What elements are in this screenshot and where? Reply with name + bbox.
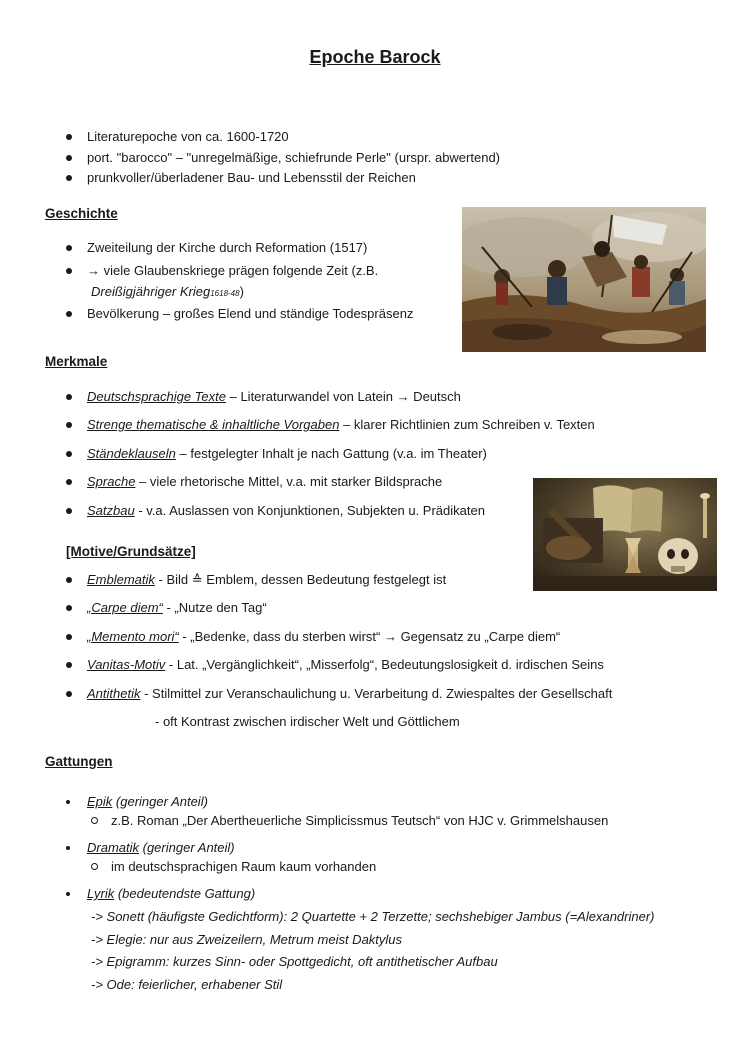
gattung-dramatik: Dramatik (geringer Anteil): [66, 840, 235, 855]
merkmale-item-5: Satzbau - v.a. Auslassen von Konjunktionen, Subjekten u. Prädikaten: [66, 503, 485, 518]
lyrik-elegie: -> Elegie: nur aus Zweizeilern, Metrum meist Daktylus: [91, 932, 403, 947]
bullet-icon: [66, 394, 72, 400]
bullet-icon: [66, 311, 72, 317]
geschichte-item-1: Zweiteilung der Kirche durch Reformation (1517): [66, 240, 367, 255]
lyrik-epigramm: -> Epigramm: kurzes Sinn- oder Spottgedicht, oft antithetischer Aufbau: [91, 954, 498, 969]
bullet-icon: [66, 508, 72, 514]
bullet-icon: [66, 268, 72, 274]
circle-bullet-icon: [91, 817, 98, 824]
section-heading-motive: [Motive/Grundsätze]: [66, 544, 196, 559]
motive-item-1: Emblematik - Bild ≙ Emblem, dessen Bedeutung festgelegt ist: [66, 572, 446, 588]
gattung-dramatik-sub: im deutschsprachigen Raum kaum vorhanden: [91, 859, 376, 874]
motive-item-2: „Carpe diem“ - „Nutze den Tag“: [66, 600, 267, 615]
section-heading-gattungen: Gattungen: [45, 754, 113, 769]
motive-item-4: Vanitas-Motiv - Lat. „Vergänglichkeit“, „Misserfolg“, Bedeutungslosigkeit d. irdischen Seins: [66, 657, 604, 672]
bullet-icon: [66, 605, 72, 611]
arrow-right-icon: →: [87, 263, 100, 278]
motive-item-3: „Memento mori“ - „Bedenke, dass du sterben wirst“ → Gegensatz zu „Carpe diem“: [66, 629, 560, 644]
bullet-icon: [66, 634, 72, 640]
merkmale-item-4: Sprache – viele rhetorische Mittel, v.a. mit starker Bildsprache: [66, 474, 442, 489]
motive-item-5: Antithetik - Stilmittel zur Veranschaulichung u. Verarbeitung d. Zwiespaltes der Gesellschaft: [66, 686, 612, 701]
gattung-epik-sub: z.B. Roman „Der Abertheuerliche Simplicissmus Teutsch“ von HJC v. Grimmelshausen: [91, 813, 608, 828]
intro-item-3: prunkvoller/überladener Bau- und Lebensstil der Reichen: [66, 170, 416, 185]
section-heading-merkmale: Merkmale: [45, 354, 108, 369]
bullet-icon: [66, 846, 70, 850]
merkmale-item-2: Strenge thematische & inhaltliche Vorgaben – klarer Richtlinien zum Schreiben v. Texten: [66, 417, 595, 432]
circle-bullet-icon: [91, 863, 98, 870]
section-heading-geschichte: Geschichte: [45, 206, 118, 221]
bullet-icon: [66, 479, 72, 485]
geschichte-item-2-continuation: Dreißigjähriger Krieg1618-48): [91, 284, 244, 299]
motive-item-5-continuation: - oft Kontrast zwischen irdischer Welt und Göttlichem: [155, 714, 460, 729]
lyrik-ode: -> Ode: feierlicher, erhabener Stil: [91, 977, 283, 992]
bullet-icon: [66, 245, 72, 251]
bullet-icon: [66, 691, 72, 697]
arrow-right-icon: →: [383, 629, 397, 644]
geschichte-item-3: Bevölkerung – großes Elend und ständige Todespräsenz: [66, 306, 413, 321]
merkmale-item-1: Deutschsprachige Texte – Literaturwandel von Latein → Deutsch: [66, 389, 461, 404]
bullet-icon: [66, 155, 72, 161]
vanitas-still-life-svg: [533, 478, 717, 591]
vanitas-still-life-painting: [533, 478, 717, 591]
bullet-icon: [66, 892, 70, 896]
page-title: Epoche Barock: [309, 47, 441, 67]
geschichte-item-2: → viele Glaubenskriege prägen folgende Zeit (z.B.: [66, 263, 378, 278]
gattung-epik: Epik (geringer Anteil): [66, 794, 208, 809]
bullet-icon: [66, 422, 72, 428]
lyrik-sonett: -> Sonett (häufigste Gedichtform): 2 Quartette + 2 Terzette; sechshebiger Jambus (=Alexandriner): [91, 909, 655, 924]
merkmale-item-3: Ständeklauseln – festgelegter Inhalt je nach Gattung (v.a. im Theater): [66, 446, 487, 461]
bullet-icon: [66, 134, 72, 140]
bullet-icon: [66, 800, 70, 804]
bullet-icon: [66, 577, 72, 583]
arrow-right-icon: →: [396, 389, 410, 404]
bullet-icon: [66, 451, 72, 457]
gattung-lyrik: Lyrik (bedeutendste Gattung): [66, 886, 255, 901]
intro-item-2: port. "barocco" – "unregelmäßige, schiefrunde Perle" (urspr. abwertend): [66, 150, 500, 165]
intro-item-1: Literaturepoche von ca. 1600-1720: [66, 129, 289, 144]
bullet-icon: [66, 175, 72, 181]
battle-painting: [462, 207, 706, 352]
battle-painting-svg: [462, 207, 706, 352]
bullet-icon: [66, 662, 72, 668]
